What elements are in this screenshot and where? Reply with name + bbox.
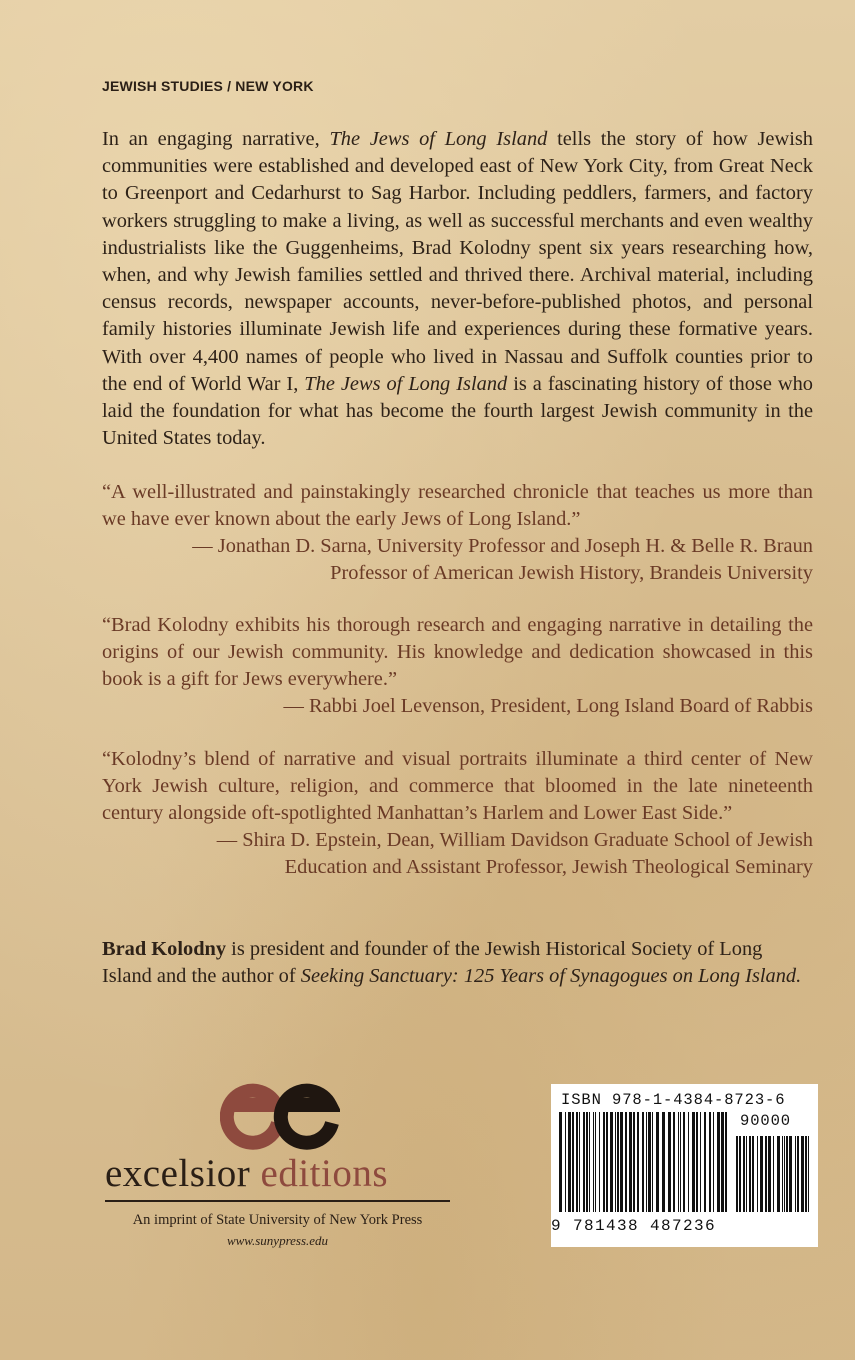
barcode-bar: [696, 1112, 698, 1212]
barcode-bar: [797, 1136, 799, 1212]
barcode-bar: [752, 1136, 754, 1212]
endorsement-quote: [102, 746, 813, 881]
barcode-bar: [739, 1136, 741, 1212]
price-code: 90000: [740, 1112, 792, 1130]
publisher-name: [105, 1151, 388, 1196]
quote-attribution: — Rabbi Joel Levenson, President, Long Island Board of Rabbis: [283, 695, 813, 717]
isbn-barcode: [551, 1084, 818, 1247]
barcode-bar: [721, 1112, 724, 1212]
barcode-bar: [784, 1136, 785, 1212]
barcode-bar: [583, 1112, 585, 1212]
barcode-bar: [777, 1136, 780, 1212]
barcode-bar: [610, 1112, 613, 1212]
barcode-bar: [642, 1112, 644, 1212]
barcode-bar: [603, 1112, 605, 1212]
barcode-bar: [586, 1112, 588, 1212]
barcode-bar: [662, 1112, 665, 1212]
barcode-bar: [795, 1136, 796, 1212]
publisher-name-part1: excelsior: [105, 1152, 251, 1195]
divider: [105, 1200, 450, 1202]
barcode-bar: [709, 1112, 711, 1212]
barcode-bar: [801, 1136, 804, 1212]
bio-text: is president and founder of the Jewish Historical Society of Long Island and the author of: [102, 938, 763, 988]
barcode-bar: [760, 1136, 763, 1212]
barcode-bar: [656, 1112, 659, 1212]
barcode-bar: [565, 1112, 566, 1212]
barcode-bar: [606, 1112, 608, 1212]
barcode-bar: [629, 1112, 632, 1212]
author-bio: [102, 936, 813, 990]
barcode-bar: [683, 1112, 685, 1212]
ee-logo-icon: [220, 1075, 340, 1155]
quote-attribution: Education and Assistant Professor, Jewish Theological Seminary: [284, 856, 813, 878]
barcode-bar: [746, 1136, 747, 1212]
barcode-bar: [673, 1112, 675, 1212]
barcode-bar: [615, 1112, 616, 1212]
barcode-bar: [589, 1112, 590, 1212]
barcode-bar: [725, 1112, 727, 1212]
barcode-bar: [688, 1112, 689, 1212]
publisher-url: www.sunypress.edu: [226, 1233, 329, 1248]
barcode-bar: [668, 1112, 671, 1212]
barcode-bar: [599, 1112, 600, 1212]
barcode-bar: [593, 1112, 594, 1212]
isbn-text: ISBN 978-1-4384-8723-6: [561, 1091, 786, 1109]
barcode-bar: [572, 1112, 574, 1212]
barcode-bar: [782, 1136, 783, 1212]
barcode-bar: [646, 1112, 647, 1212]
barcode-bar: [620, 1112, 623, 1212]
barcode-bar: [773, 1136, 774, 1212]
barcode-bar: [768, 1136, 771, 1212]
description-body: tells the story of how Jewish communities were established and developed east of New York City, from Great Neck to Greenport and Cedarhurst to Sag Harbor. Including peddlers, farmers, and factory workers struggling to make a living, as well as successful merchants and even wealthy industrialists like the Guggenheims, Brad Kolodny spent six years researching how, when, and why Jewish families settled and thrived there. Archival material, including census records, newspaper accounts, never-before-published photos, and personal family histories illuminate Jewish life and experiences during these formative years. With over 4,400 names of people who lived in Nassau and Suffolk counties prior to the end of World War I,: [102, 128, 813, 395]
barcode-bar: [559, 1112, 562, 1212]
quote-attribution: — Jonathan D. Sarna, University Professor and Joseph H. & Belle R. Braun: [192, 535, 813, 557]
book-description: [102, 126, 813, 452]
endorsement-quote: [102, 612, 813, 720]
barcode-bar: [648, 1112, 651, 1212]
barcode-bar: [805, 1136, 807, 1212]
barcode-bar: [704, 1112, 706, 1212]
barcode-bar: [743, 1136, 745, 1212]
quote-text: “A well-illustrated and painstakingly researched chronicle that teaches us more than we have ever known about the early Jews of Long Island.”: [102, 481, 813, 530]
author-name: Brad Kolodny: [102, 938, 227, 960]
barcode-bar: [765, 1136, 767, 1212]
description-intro: In an engaging narrative,: [102, 128, 330, 150]
barcode-bar: [633, 1112, 635, 1212]
category-label: JEWISH STUDIES / NEW YORK: [102, 78, 314, 94]
quote-text: “Kolodny’s blend of narrative and visual portraits illuminate a third center of New York Jewish culture, religion, and commerce that bloomed in the late nineteenth century alongside oft-spotlighted Manhattan’s Harlem and Lower East Side.”: [102, 748, 813, 824]
barcode-bar: [717, 1112, 720, 1212]
barcode-bar: [692, 1112, 695, 1212]
barcode-bar: [757, 1136, 758, 1212]
publisher-name-part2: editions: [260, 1152, 389, 1195]
barcode-bar: [652, 1112, 653, 1212]
book-title: The Jews of Long Island: [304, 372, 508, 395]
endorsement-quote: [102, 479, 813, 587]
barcode-bar: [678, 1112, 679, 1212]
barcode-bar: [625, 1112, 627, 1212]
quote-attribution: Professor of American Jewish History, Brandeis University: [330, 562, 813, 584]
description-end: is a fascinating history of those who laid the foundation for what has become the fourth largest Jewish community in the United States today.: [102, 372, 813, 450]
quote-text: “Brad Kolodny exhibits his thorough research and engaging narrative in detailing the origins of our Jewish community. His knowledge and dedication showcased in this book is a gift for Jews everywhere.”: [102, 614, 813, 690]
imprint-line: An imprint of State University of New York Press: [132, 1212, 423, 1228]
barcode-bar: [617, 1112, 619, 1212]
barcode-bar: [576, 1112, 578, 1212]
book-title: The Jews of Long Island: [329, 128, 548, 150]
barcode-bar: [749, 1136, 751, 1212]
barcode-bar: [595, 1112, 596, 1212]
barcode-bar: [568, 1112, 571, 1212]
barcode-bar: [736, 1136, 738, 1212]
barcode-bar: [637, 1112, 639, 1212]
barcode-bar: [700, 1112, 701, 1212]
quote-attribution: — Shira D. Epstein, Dean, William Davidson Graduate School of Jewish: [216, 829, 813, 851]
ean-digits: 9 781438 487236: [551, 1217, 717, 1235]
barcode-bar: [713, 1112, 714, 1212]
barcode-bar: [786, 1136, 788, 1212]
barcode-bar: [808, 1136, 809, 1212]
barcode-bar: [789, 1136, 792, 1212]
barcode-bar: [579, 1112, 580, 1212]
other-book-title: Seeking Sanctuary: 125 Years of Synagogues on Long Island.: [300, 965, 802, 988]
barcode-bar: [680, 1112, 681, 1212]
